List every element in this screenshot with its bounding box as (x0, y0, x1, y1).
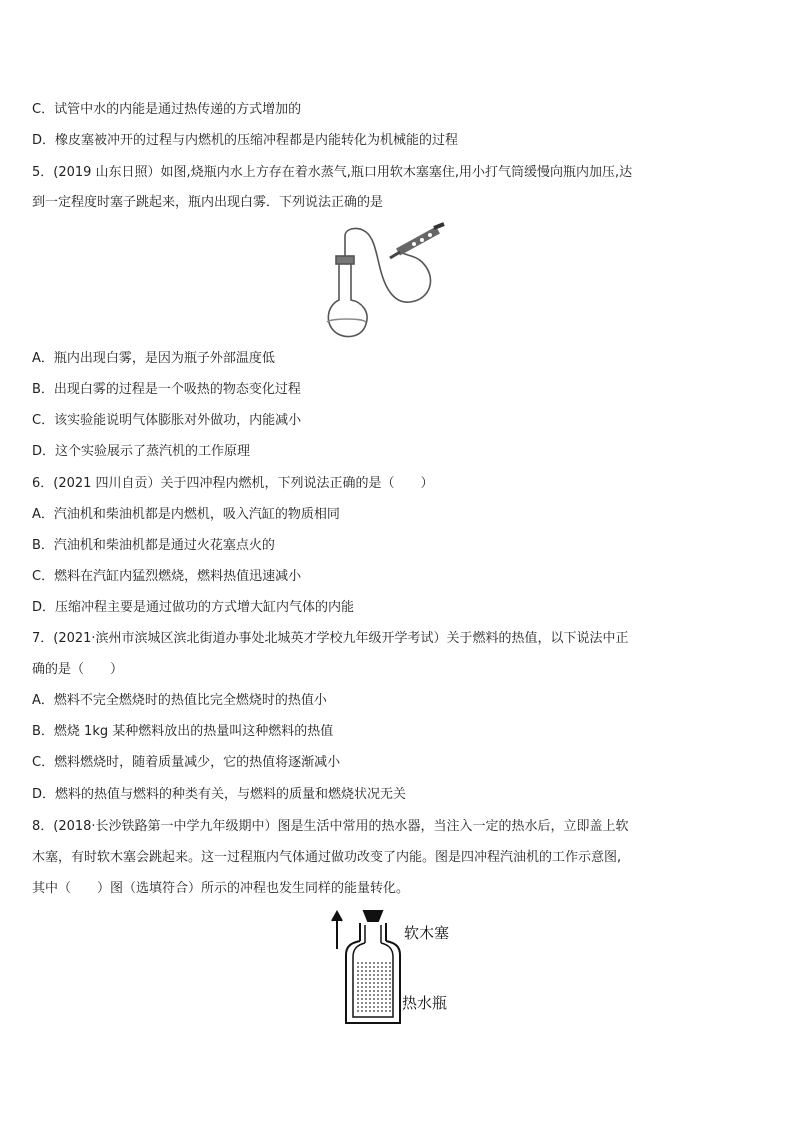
q6-option-b: B．汽油机和柴油机都是通过火花塞点火的 (32, 538, 275, 553)
q5-option-a: A．瓶内出现白雾，是因为瓶子外部温度低 (32, 351, 275, 366)
q5-stem-line-2: 到一定程度时塞子跳起来，瓶内出现白雾．下列说法正确的是 (32, 195, 384, 210)
cork-label: 软木塞 (404, 924, 450, 942)
prev-option-d: D．橡皮塞被冲开的过程与内燃机的压缩冲程都是内能转化为机械能的过程 (32, 133, 459, 148)
q7-option-b: B．燃烧 1kg 某种燃料放出的热量叫这种燃料的热值 (32, 724, 334, 739)
q5-option-b: B．出现白雾的过程是一个吸热的物态变化过程 (32, 382, 301, 397)
thermos-figure (330, 905, 460, 1030)
q8-stem-line-1: 8．(2018·长沙铁路第一中学九年级期中）图是生活中常用的热水器，当注入一定的热水后，立即盖上软 (32, 819, 629, 834)
q7-option-d: D．燃料的热值与燃料的种类有关，与燃料的质量和燃烧状况无关 (32, 787, 407, 802)
water-dots (357, 962, 391, 1012)
q8-stem-line-2: 木塞，有时软木塞会跳起来。这一过程瓶内气体通过做功改变了内能。图是四冲程汽油机的工作示意图, (32, 850, 622, 865)
q5-option-c: C．该实验能说明气体膨胀对外做功，内能减小 (32, 413, 302, 428)
q5-stem-line-1: 5．(2019 山东日照）如图,烧瓶内水上方存在着水蒸气,瓶口用软木塞塞住,用小打气筒缓慢向瓶内加压,达 (32, 165, 633, 180)
q5-option-d: D．这个实验展示了蒸汽机的工作原理 (32, 444, 251, 459)
q7-stem-line-1: 7．(2021·滨州市滨城区滨北街道办事处北城英才学校九年级开学考试）关于燃料的热值，以下说法中正 (32, 631, 629, 646)
q7-option-c: C．燃料燃烧时，随着质量减少，它的热值将逐渐减小 (32, 755, 341, 770)
q6-option-a: A．汽油机和柴油机都是内燃机，吸入汽缸的物质相同 (32, 507, 340, 522)
q7-option-a: A．燃料不完全燃烧时的热值比完全燃烧时的热值小 (32, 693, 327, 708)
flask-pump-figure (318, 222, 446, 340)
q6-option-c: C．燃料在汽缸内猛烈燃烧，燃料热值迅速减小 (32, 569, 302, 584)
q6-stem: 6．(2021 四川自贡）关于四冲程内燃机，下列说法正确的是（ ） (32, 476, 434, 491)
q7-stem-line-2: 确的是（ ） (32, 662, 124, 677)
q8-stem-line-3: 其中（ ）图（选填符合）所示的冲程也发生同样的能量转化。 (32, 881, 410, 896)
q6-option-d: D．压缩冲程主要是通过做功的方式增大缸内气体的内能 (32, 600, 355, 615)
prev-option-c: C．试管中水的内能是通过热传递的方式增加的 (32, 102, 302, 117)
bottle-label: 热水瓶 (402, 994, 448, 1012)
